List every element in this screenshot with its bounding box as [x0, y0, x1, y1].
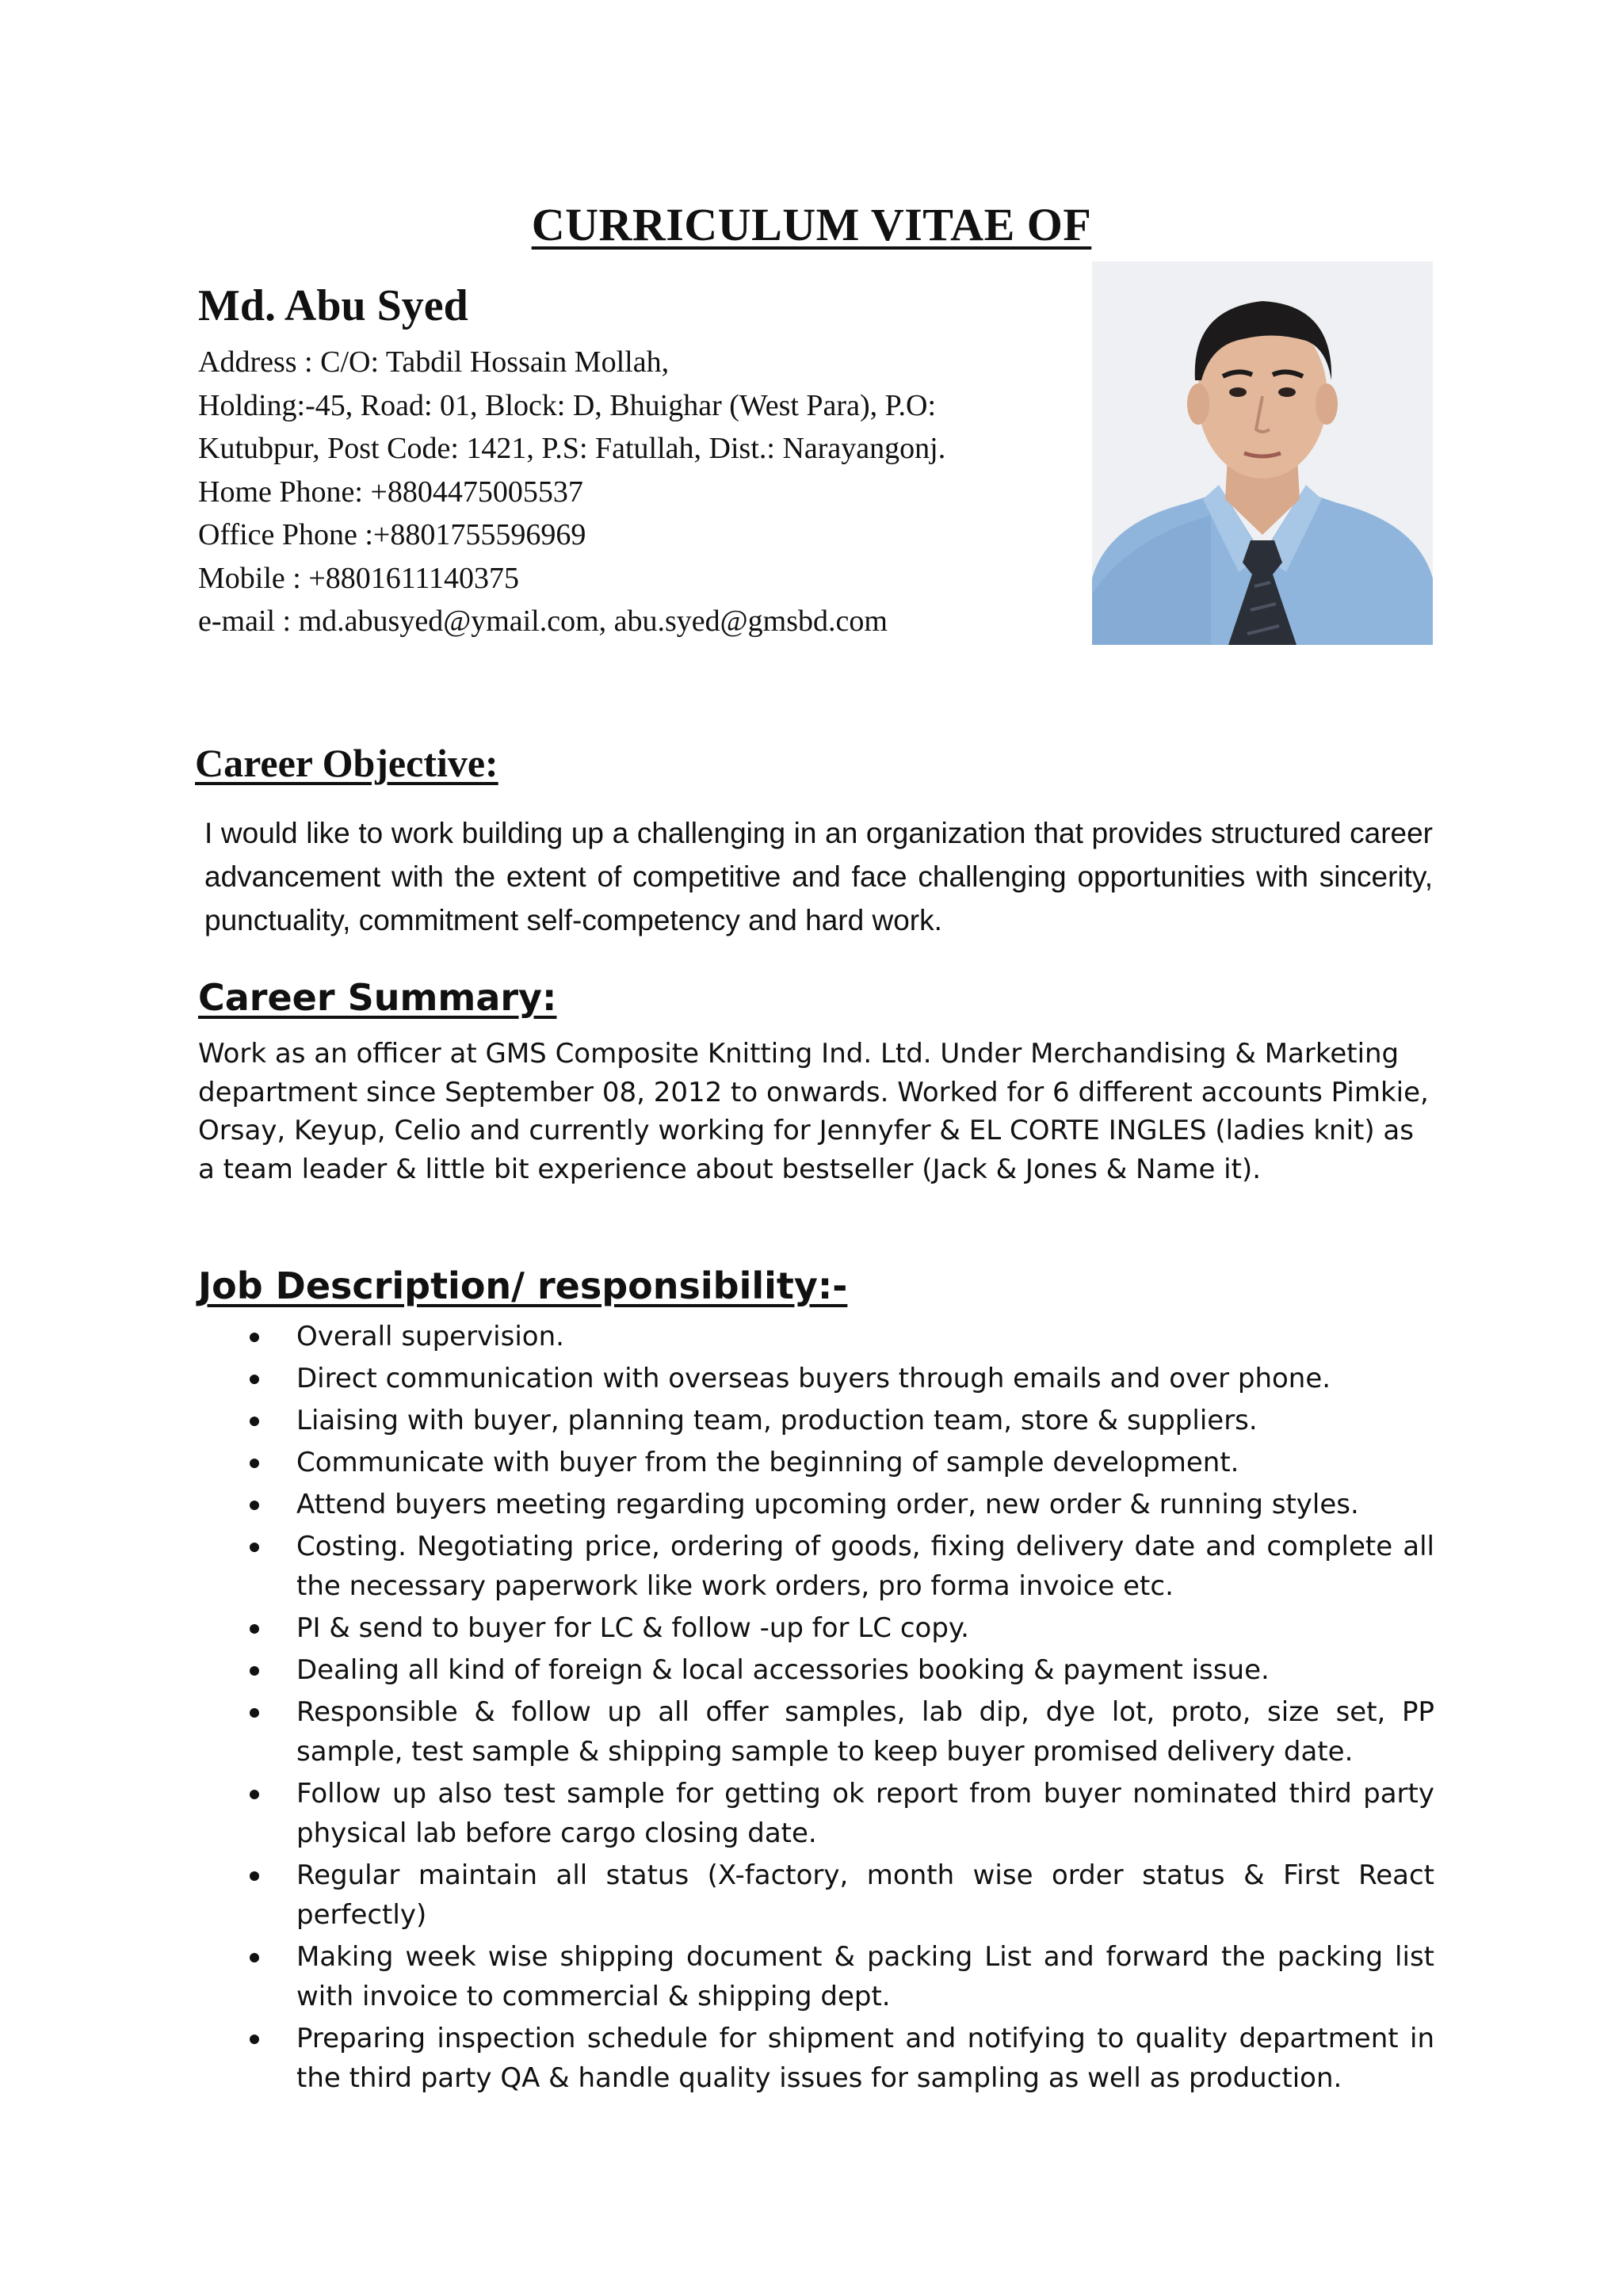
career-summary-text: Work as an officer at GMS Composite Knitting Ind. Ltd. Under Merchandising & Marketing department since September 08, 2012 to onwards. Worked for 6 different accounts Pimkie, Orsay, Keyup, Celio and currently working for Jennyfer & EL CORTE INGLES (ladies knit) as a team leader & little bit experience about bestseller (Jack & Jones & Name it).	[198, 1038, 1429, 1185]
list-item: Responsible & follow up all offer samples, lab dip, dye lot, proto, size set, PP sample, test sample & shipping sample to keep buyer promised delivery date.	[198, 1692, 1434, 1772]
bullet-icon	[250, 1333, 259, 1342]
job-description-heading: Job Description/ responsibility:-	[198, 1264, 848, 1307]
email-line: e-mail : md.abusyed@ymail.com, abu.syed@gmsbd.com	[198, 605, 888, 638]
address-line-1: Address : C/O: Tabdil Hossain Mollah,	[198, 345, 670, 379]
job-description-list	[198, 1317, 1434, 2100]
list-item: Preparing inspection schedule for shipment and notifying to quality department in the third party QA & handle quality issues for sampling as well as production.	[198, 2019, 1434, 2098]
bullet-icon	[250, 1417, 259, 1426]
bullet-icon	[250, 1666, 259, 1676]
bullet-icon	[250, 1375, 259, 1384]
bullet-icon	[250, 1543, 259, 1552]
contact-block	[198, 341, 1054, 643]
list-item: Communicate with buyer from the beginning of sample development.	[198, 1443, 1434, 1482]
career-objective-text: I would like to work building up a challenging in an organization that provides structured career advancement with the extent of competitive and face challenging opportunities with sincerity, punctuality, commitment self-competency and hard work.	[204, 817, 1433, 936]
home-phone: Home Phone: +8804475005537	[198, 475, 583, 509]
list-item: Costing. Negotiating price, ordering of goods, fixing delivery date and complete all the necessary paperwork like work orders, pro forma invoice etc.	[198, 1527, 1434, 1606]
bullet-icon	[250, 1790, 259, 1799]
list-item: Overall supervision.	[198, 1317, 1434, 1356]
profile-photo	[1092, 261, 1433, 645]
list-item: Direct communication with overseas buyers through emails and over phone.	[198, 1359, 1434, 1398]
bullet-icon	[250, 1871, 259, 1881]
list-item: Making week wise shipping document & packing List and forward the packing list with invoice to commercial & shipping dept.	[198, 1937, 1434, 2016]
bullet-icon	[250, 2035, 259, 2044]
address-line-3: Kutubpur, Post Code: 1421, P.S: Fatullah, Dist.: Narayangonj.	[198, 432, 946, 465]
mobile-phone: Mobile : +8801611140375	[198, 561, 519, 595]
list-item: Regular maintain all status (X-factory, month wise order status & First React perfectly)	[198, 1855, 1434, 1935]
bullet-icon	[250, 1459, 259, 1468]
career-objective-heading: Career Objective:	[195, 741, 498, 785]
career-summary-heading: Career Summary:	[198, 976, 557, 1019]
profile-photo-icon	[1092, 261, 1433, 645]
list-item: Liaising with buyer, planning team, production team, store & suppliers.	[198, 1401, 1434, 1440]
bullet-icon	[250, 1953, 259, 1962]
list-item: PI & send to buyer for LC & follow -up for LC copy.	[198, 1608, 1434, 1648]
list-item: Dealing all kind of foreign & local accessories booking & payment issue.	[198, 1650, 1434, 1690]
document-title: CURRICULUM VITAE OF	[531, 199, 1092, 250]
bullet-icon	[250, 1708, 259, 1718]
list-item: Follow up also test sample for getting ok report from buyer nominated third party physical lab before cargo closing date.	[198, 1774, 1434, 1853]
bullet-icon	[250, 1624, 259, 1634]
bullet-icon	[250, 1501, 259, 1510]
address-line-2: Holding:-45, Road: 01, Block: D, Bhuighar (West Para), P.O:	[198, 388, 937, 422]
office-phone: Office Phone :+8801755596969	[198, 518, 586, 551]
candidate-name: Md. Abu Syed	[198, 281, 468, 330]
list-item: Attend buyers meeting regarding upcoming order, new order & running styles.	[198, 1485, 1434, 1524]
